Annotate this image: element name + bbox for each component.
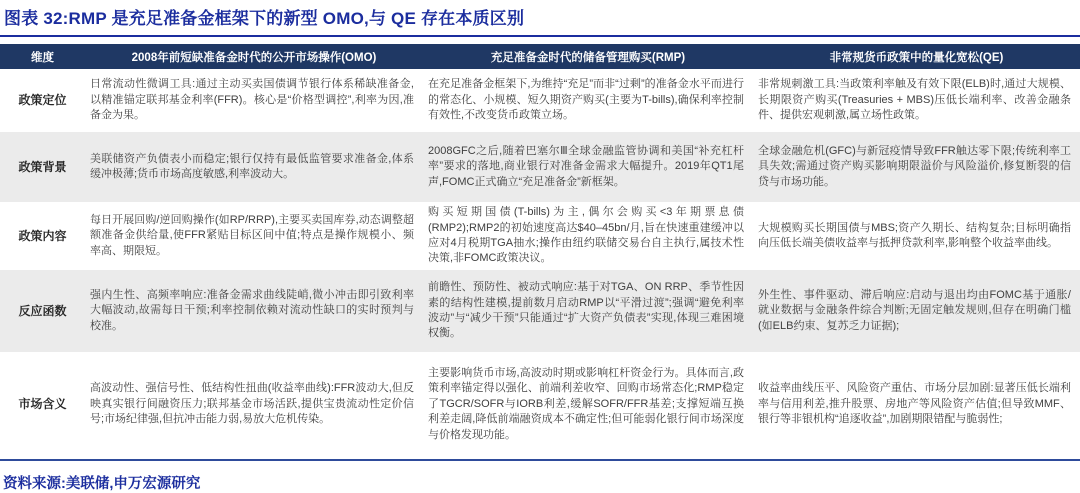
row-label: 市场含义	[18, 397, 67, 412]
table-cell-qe: 全球金融危机(GFC)与新冠疫情导致FFR触达零下限;传统利率工具失效;需通过资产购买影响期限溢价与风险溢价,修复断裂的信贷与市场功能。	[753, 132, 1080, 202]
row-label: 反应函数	[0, 270, 85, 352]
comparison-table	[0, 44, 1080, 457]
table-cell-omo: 高波动性、强信号性、低结构性扭曲(收益率曲线):FFR波动大,但反映真实银行间融资压力;联邦基金市场活跃,提供宝贵流动性定价信号;市场纪律强,但抗冲击能力弱,易放大危机传染。	[90, 382, 414, 426]
table-cell-rmp: 购买短期国债(T-bills)为主,偶尔会购买<3年期票息债(RMP2);RMP2的初始速度高达$40–45bn/月,旨在快速重建缓冲以应对4月税期TGA抽水;操作由纽约联储交易台自主执行,属技术性决策,非FOMC政策决议。	[428, 206, 744, 265]
table-row-market-implications	[0, 352, 1080, 457]
header-cell-omo: 2008年前短缺准备金时代的公开市场操作(OMO)	[85, 44, 423, 69]
table-cell-rmp: 2008GFC之后,随着巴塞尔Ⅲ全球金融监管协调和美国“补充杠杆率”要求的落地,商业银行对准备金需求大幅提升。2019年QT1尾声,FOMC正式确立“充足准备金”新框架。	[423, 132, 753, 202]
table-cell-rmp: 主要影响货币市场,高波动时期或影响杠杆资金行为。具体而言,政策利率锚定得以强化、前端利差收窄、回购市场常态化;RMP稳定了TGCR/SOFR与IORB利差,缓解SOFR/FFR基差;支撑短端互换利差走阔,降低前端融资成本不确定性;但可能弱化银行间市场深度与价格发现功能。	[428, 367, 744, 441]
row-label: 政策内容	[18, 228, 67, 243]
page-title: 图表 32:RMP 是充足准备金框架下的新型 OMO,与 QE 存在本质区别	[4, 9, 525, 28]
table-row-reaction-function	[0, 270, 1080, 352]
table-header-row	[0, 44, 1080, 69]
table-row-policy-positioning	[0, 69, 1080, 132]
source-note: 资料来源:美联储,申万宏源研究	[3, 476, 201, 492]
header-cell-rmp: 充足准备金时代的储备管理购买(RMP)	[423, 44, 753, 69]
table-cell-qe: 非常规刺激工具:当政策利率触及有效下限(ELB)时,通过大规模、长期限资产购买(Treasuries + MBS)压低长端利率、改善金融条件、提供宏观刺激,属立场性政策。	[758, 78, 1071, 122]
table-cell-qe: 大规模购买长期国债与MBS;资产久期长、结构复杂;目标明确指向压低长端美债收益率与抵押贷款利率,影响整个收益率曲线。	[758, 221, 1071, 249]
title-divider	[0, 35, 1080, 37]
table-cell-rmp: 前瞻性、预防性、被动式响应:基于对TGA、ON RRP、季节性因素的结构性建模,提前数月启动RMP以“平滑过渡”;强调“避免利率波动”与“减少干预”只能通过“扩大资产负债表”实现,体现三难困境权衡。	[423, 270, 753, 352]
table-cell-omo: 美联储资产负债表小而稳定;银行仅持有最低监管要求准备金,体系缓冲极薄;货币市场高度敏感,利率波动大。	[85, 132, 423, 202]
table-row-policy-background	[0, 132, 1080, 202]
table-cell-rmp: 在充足准备金框架下,为维持“充足”而非“过剩”的准备金水平而进行的常态化、小规模、短久期资产购买(主要为T-bills),确保利率控制有效性,不改变货币政策立场。	[428, 78, 744, 122]
table-cell-omo: 日常流动性微调工具:通过主动买卖国债调节银行体系稀缺准备金,以精准锚定联邦基金利率(FFR)。核心是“价格型调控”,利率为因,准备金为果。	[90, 78, 414, 122]
table-row-policy-content	[0, 202, 1080, 270]
table-cell-omo: 强内生性、高频率响应:准备金需求曲线陡峭,微小冲击即引致利率大幅波动,故需每日干预;利率控制依赖对流动性缺口的实时预判与校准。	[85, 270, 423, 352]
table-cell-qe: 外生性、事件驱动、滞后响应:启动与退出均由FOMC基于通胀/就业数据与金融条件综合判断;无固定触发规则,但存在明确门槛(如ELB约束、复苏乏力证据);	[753, 270, 1080, 352]
table-cell-omo: 每日开展回购/逆回购操作(如RP/RRP),主要买卖国库券,动态调整超额准备金供给量,使FFR紧贴目标区间中值;特点是操作规模小、频率高、期限短。	[90, 213, 414, 257]
table-cell-qe: 收益率曲线压平、风险资产重估、市场分层加剧:显著压低长端利率与信用利差,推升股票、房地产等风险资产估值;但导致MMF、银行等非银机构“追逐收益”,加剧期限错配与脆弱性;	[758, 382, 1071, 426]
header-cell-qe: 非常规货币政策中的量化宽松(QE)	[753, 44, 1080, 69]
row-label: 政策定位	[18, 93, 67, 108]
row-label: 政策背景	[0, 132, 85, 202]
header-cell-dimension: 维度	[0, 44, 85, 69]
